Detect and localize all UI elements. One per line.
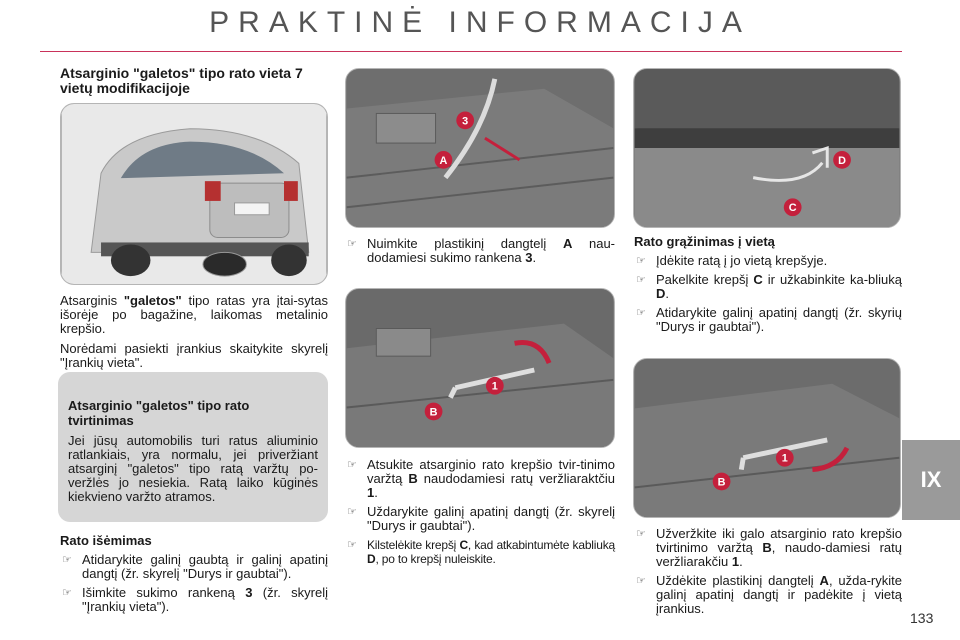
info-box (58, 372, 328, 522)
pointing-hand-icon: ☞ (62, 554, 72, 566)
list-item: ☞ Uždėkite plastikinį dangtelį A, užda-rykite galinį apatinį dangtį ir padėkite į vietą įrankius. (636, 573, 902, 616)
callout-label-A: A (439, 154, 448, 167)
callout-label-B: B (429, 406, 438, 419)
left-intro (60, 294, 328, 376)
page-number: 133 (910, 610, 934, 626)
pointing-hand-icon: ☞ (347, 506, 357, 518)
middle-top-list (345, 237, 615, 270)
callout-label-1: 1 (781, 452, 788, 465)
removal-section (60, 532, 328, 619)
removal-heading: Rato išėmimas (60, 533, 152, 548)
pointing-hand-icon: ☞ (636, 528, 646, 540)
left-column (60, 66, 328, 102)
list-item: ☞ Išimkite sukimo rankeną 3 (žr. skyrelį "Įrankių vieta"). (62, 585, 328, 614)
title-divider (40, 51, 902, 52)
list-item: ☞ Atidarykite galinį apatinį dangtį (žr. skyrių "Durys ir gaubtai"). (636, 305, 902, 334)
pointing-hand-icon: ☞ (636, 307, 646, 319)
list-item: ☞ Įdėkite ratą į jo vietą krepšyje. (636, 253, 828, 268)
list-item: ☞ Atsukite atsarginio rato krepšio tvir-tinimo varžtą B naudodamiesi ratų veržliaraktčiu 1. (347, 457, 615, 500)
info-box-text: Jei jūsų automobilis turi ratus aliuminio ratlankiais, yra normalu, jei priveržiant atsarginį "galetos" tipo ratą varžtų po-veržlės jo nesiekia. Ratą laiko kūginės kiekvieno varžto atramos. (68, 433, 318, 504)
pointing-hand-icon: ☞ (347, 238, 357, 250)
reinstall-heading: Rato grąžinimas į vietą (634, 234, 775, 249)
callout-label-B: B (717, 476, 726, 489)
info-box-heading: Atsarginio "galetos" tipo rato tvirtinimas (68, 398, 250, 428)
pointing-hand-icon: ☞ (347, 539, 357, 551)
list-item: ☞ Nuimkite plastikinį dangtelį A nau-dodamiesi sukimo rankena 3. (347, 236, 616, 265)
right-bottom-list (634, 527, 902, 621)
list-item: ☞ Kilstelėkite krepšį C, kad atkabintumėte kabliuką D, po to krepšį nuleiskite. (347, 538, 615, 566)
callout-label-1: 1 (491, 380, 498, 393)
callout-label-3: 3 (462, 115, 469, 128)
list-item: ☞ Uždarykite galinį apatinį dangtį (žr. skyrelį "Durys ir gaubtai"). (347, 504, 615, 533)
photo-basket-hook (633, 68, 901, 228)
car-rear-photo (60, 103, 328, 285)
callout-label-C: C (788, 202, 797, 215)
pointing-hand-icon: ☞ (636, 575, 646, 587)
pointing-hand-icon: ☞ (62, 587, 72, 599)
chapter-tab: IX (902, 440, 960, 520)
intro-paragraph-2: Norėdami pasiekti įrankius skaitykite skyrelį "Įrankių vieta". (60, 341, 328, 370)
callout-label-D: D (838, 154, 846, 167)
pointing-hand-icon: ☞ (636, 274, 646, 286)
middle-bottom-list (345, 458, 615, 571)
photo-bolt-unscrew (345, 288, 615, 448)
pointing-hand-icon: ☞ (347, 459, 357, 471)
page-title: PRAKTINĖ INFORMACIJA (209, 6, 751, 39)
photo-trunk-cover-removal (345, 68, 615, 228)
section-heading-spare-wheel: Atsarginio "galetos" tipo rato vieta 7 vietų modifikacijoje (60, 65, 303, 96)
intro-paragraph-1: Atsarginis "galetos" tipo ratas yra įtai-sytas išorėje po bagažine, laikomas metalinio krepšio. (60, 293, 328, 336)
list-item: ☞ Pakelkite krepšį C ir užkabinkite ka-bliuką D. (636, 272, 902, 301)
list-item: ☞ Atidarykite galinį gaubtą ir galinį apatinį dangtį (žr. skyrelį "Durys ir gaubtai"). (62, 552, 328, 581)
pointing-hand-icon: ☞ (636, 255, 646, 267)
list-item: ☞ Užveržkite iki galo atsarginio rato krepšio tvirtinimo varžtą B, naudo-damiesi ratų veržliarakčiu 1. (636, 526, 902, 569)
photo-bolt-tighten (633, 358, 901, 518)
right-reinstall-section (634, 233, 902, 339)
